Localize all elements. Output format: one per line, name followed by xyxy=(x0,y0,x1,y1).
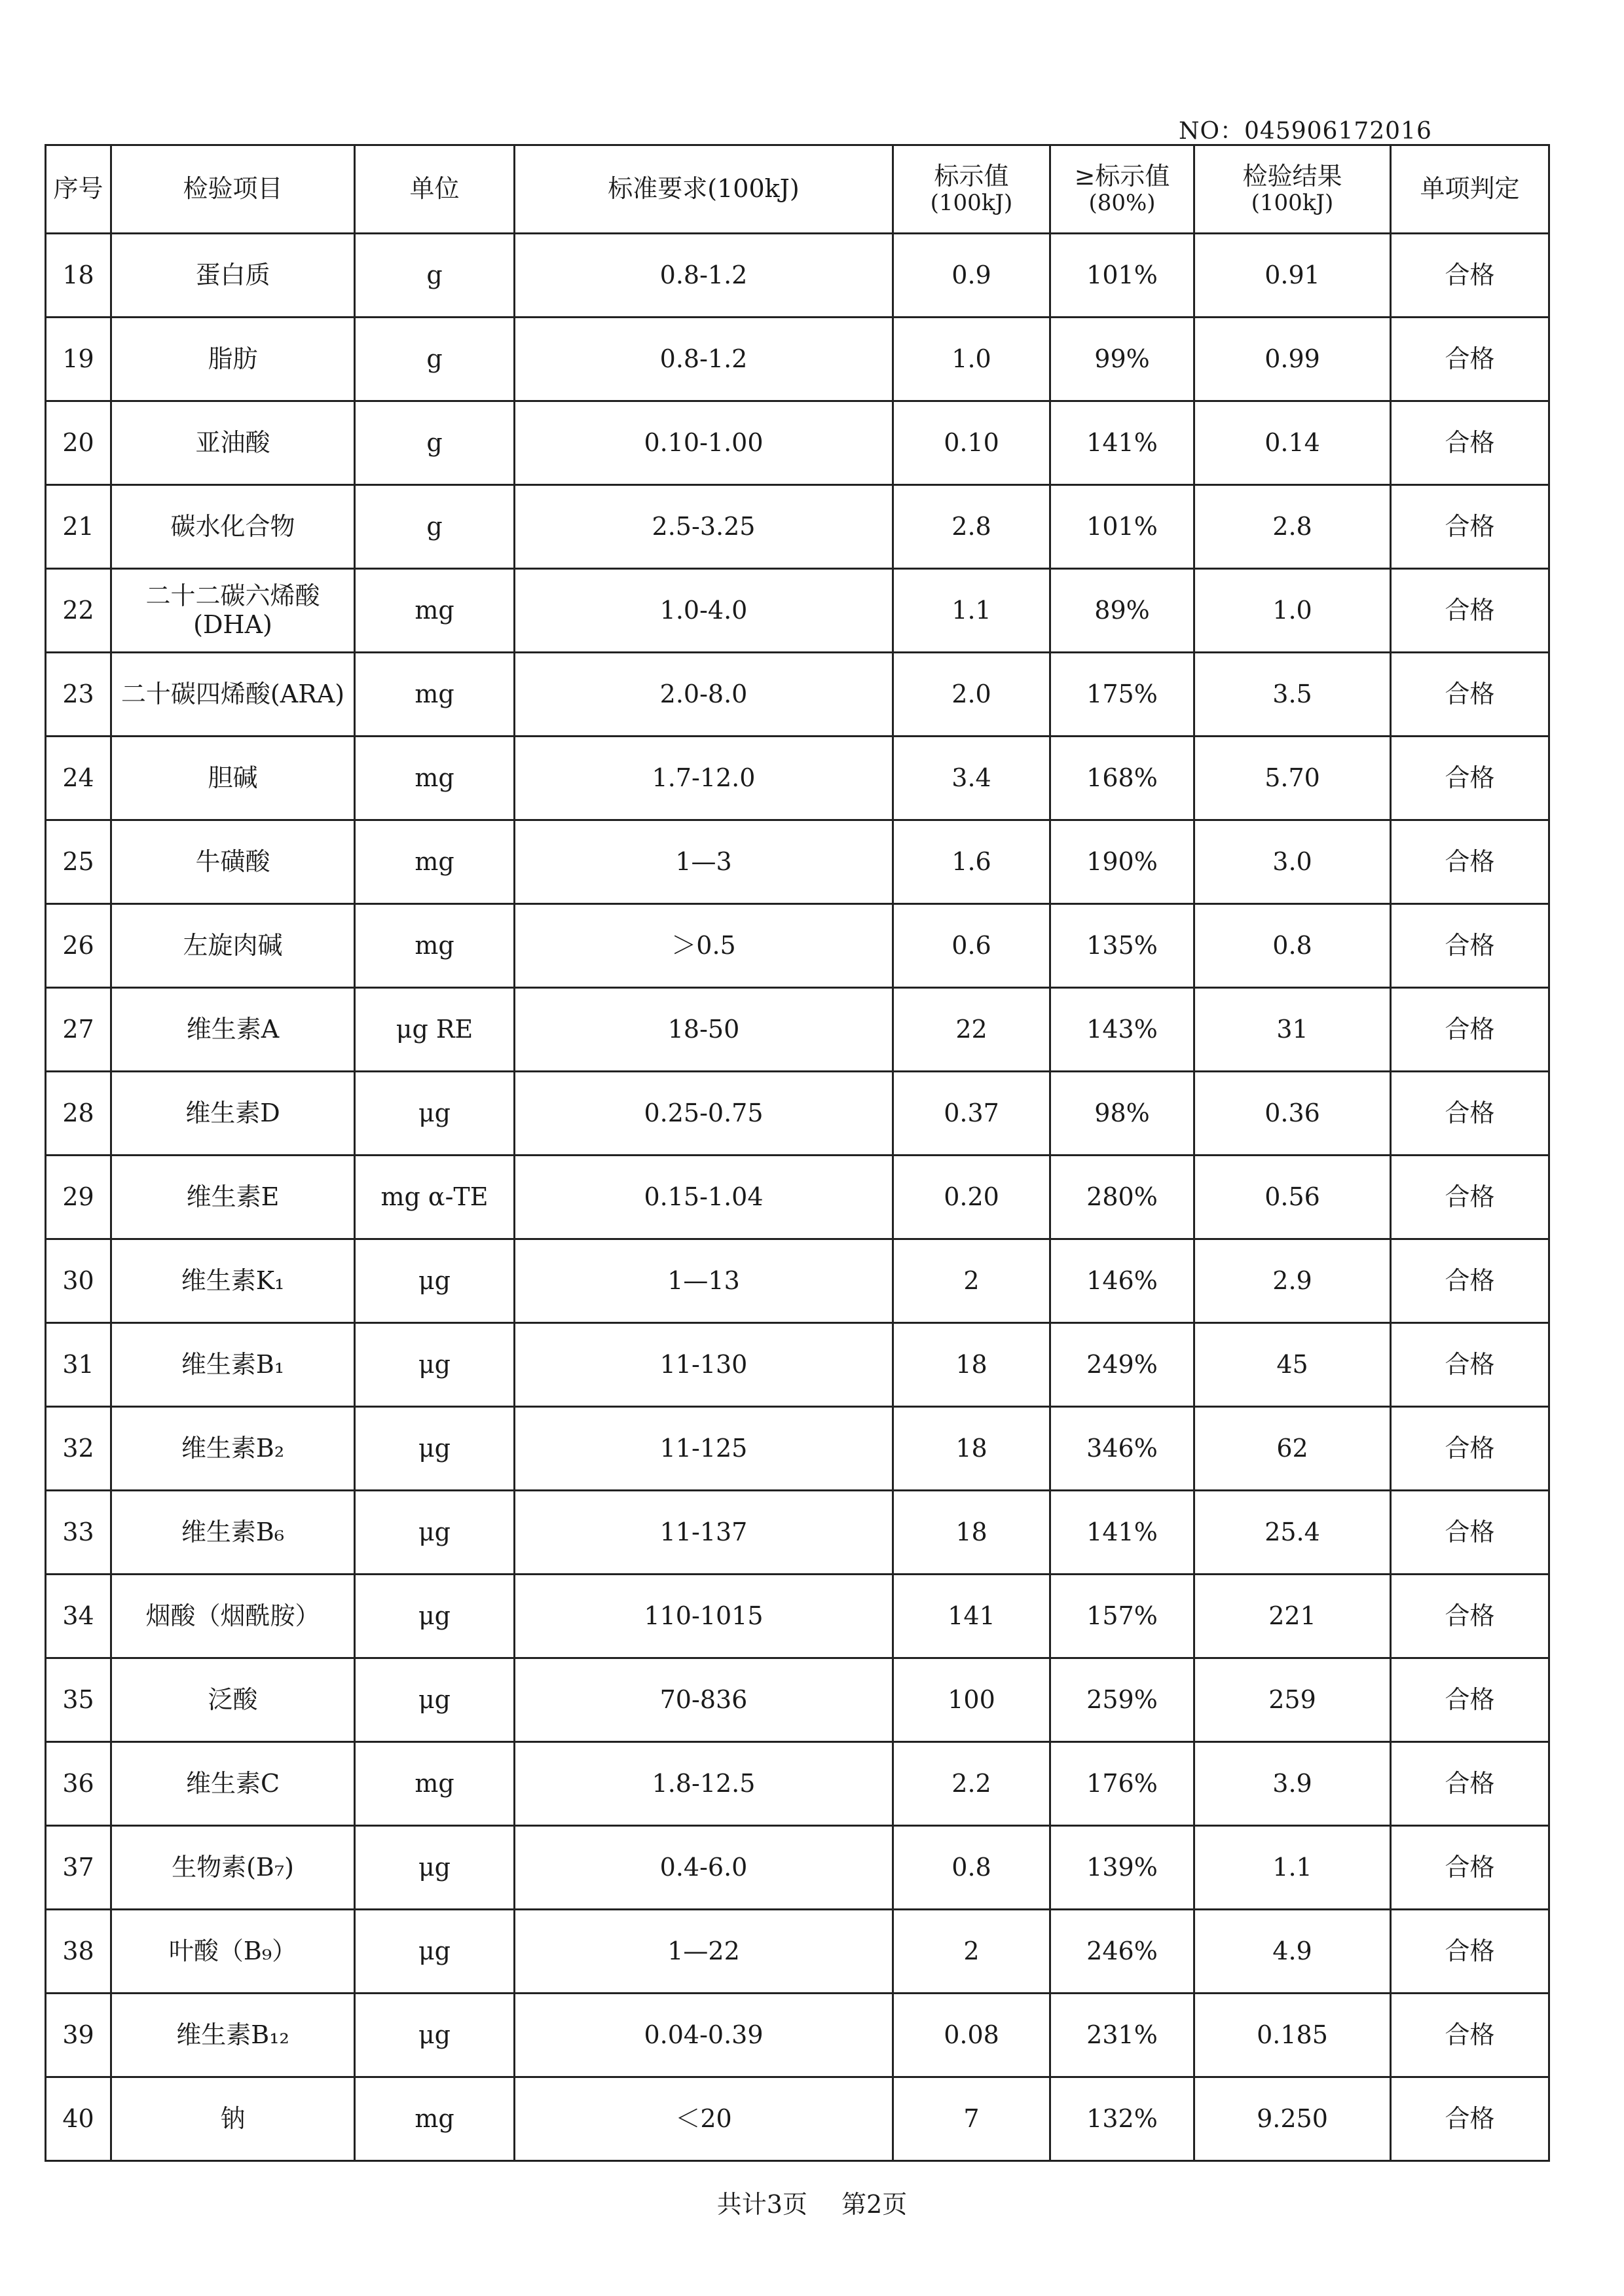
cell-ratio: 231% xyxy=(1050,1994,1194,2077)
cell-item: 维生素B₂ xyxy=(111,1407,355,1491)
header-result-title: 检验结果 xyxy=(1242,161,1342,191)
cell-result: 2.9 xyxy=(1194,1239,1391,1323)
cell-standard: ＜20 xyxy=(515,2077,893,2161)
cell-unit: mg xyxy=(355,2077,515,2161)
cell-seq: 37 xyxy=(46,1826,111,1910)
header-ratio-title: ≥标示值 xyxy=(1074,161,1170,191)
cell-judgement: 合格 xyxy=(1391,1239,1549,1323)
cell-item: 维生素B₁₂ xyxy=(111,1994,355,2077)
table-row xyxy=(46,1156,1549,1239)
cell-item: 维生素B₁ xyxy=(111,1323,355,1407)
cell-result: 4.9 xyxy=(1194,1910,1391,1994)
header-result xyxy=(1194,145,1391,234)
header-result-unit: (100kJ) xyxy=(1251,190,1334,217)
cell-item: 脂肪 xyxy=(111,318,355,401)
cell-unit: μg xyxy=(355,1407,515,1491)
cell-standard: 1.0-4.0 xyxy=(515,569,893,653)
cell-seq: 26 xyxy=(46,904,111,988)
cell-unit: μg xyxy=(355,1491,515,1575)
cell-item: 维生素D xyxy=(111,1072,355,1156)
cell-item: 生物素(B₇) xyxy=(111,1826,355,1910)
table-row xyxy=(46,485,1549,569)
cell-standard: 0.25-0.75 xyxy=(515,1072,893,1156)
cell-result: 259 xyxy=(1194,1658,1391,1742)
cell-judgement: 合格 xyxy=(1391,401,1549,485)
cell-item: 维生素C xyxy=(111,1742,355,1826)
cell-item: 烟酸（烟酰胺） xyxy=(111,1575,355,1658)
cell-unit: μg xyxy=(355,1575,515,1658)
cell-label-value: 22 xyxy=(893,988,1050,1072)
cell-label-value: 2 xyxy=(893,1910,1050,1994)
cell-result: 0.36 xyxy=(1194,1072,1391,1156)
cell-item: 碳水化合物 xyxy=(111,485,355,569)
cell-result: 3.0 xyxy=(1194,820,1391,904)
table-row xyxy=(46,1826,1549,1910)
cell-item: 泛酸 xyxy=(111,1658,355,1742)
cell-result: 62 xyxy=(1194,1407,1391,1491)
table-row xyxy=(46,1072,1549,1156)
cell-label-value: 18 xyxy=(893,1407,1050,1491)
cell-judgement: 合格 xyxy=(1391,1072,1549,1156)
cell-standard: 2.0-8.0 xyxy=(515,653,893,737)
cell-standard: 1.7-12.0 xyxy=(515,737,893,820)
cell-result: 0.8 xyxy=(1194,904,1391,988)
cell-unit: g xyxy=(355,401,515,485)
cell-unit: mg xyxy=(355,904,515,988)
cell-unit: μg xyxy=(355,1826,515,1910)
cell-result: 1.0 xyxy=(1194,569,1391,653)
cell-judgement: 合格 xyxy=(1391,820,1549,904)
table-row xyxy=(46,1742,1549,1826)
cell-item: 钠 xyxy=(111,2077,355,2161)
cell-ratio: 175% xyxy=(1050,653,1194,737)
cell-standard: 11-125 xyxy=(515,1407,893,1491)
cell-seq: 28 xyxy=(46,1072,111,1156)
cell-result: 3.9 xyxy=(1194,1742,1391,1826)
cell-judgement: 合格 xyxy=(1391,1742,1549,1826)
table-row xyxy=(46,1994,1549,2077)
cell-ratio: 89% xyxy=(1050,569,1194,653)
cell-result: 0.56 xyxy=(1194,1156,1391,1239)
cell-judgement: 合格 xyxy=(1391,2077,1549,2161)
cell-ratio: 249% xyxy=(1050,1323,1194,1407)
cell-ratio: 143% xyxy=(1050,988,1194,1072)
cell-judgement: 合格 xyxy=(1391,904,1549,988)
header-standard: 标准要求(100kJ) xyxy=(515,145,893,234)
cell-item: 蛋白质 xyxy=(111,234,355,318)
cell-judgement: 合格 xyxy=(1391,988,1549,1072)
header-judgement: 单项判定 xyxy=(1391,145,1549,234)
cell-judgement: 合格 xyxy=(1391,318,1549,401)
cell-seq: 25 xyxy=(46,820,111,904)
cell-seq: 18 xyxy=(46,234,111,318)
cell-label-value: 2.2 xyxy=(893,1742,1050,1826)
cell-standard: 70-836 xyxy=(515,1658,893,1742)
cell-unit: μg xyxy=(355,1239,515,1323)
cell-item: 二十碳四烯酸(ARA) xyxy=(111,653,355,737)
cell-seq: 31 xyxy=(46,1323,111,1407)
cell-item: 左旋肉碱 xyxy=(111,904,355,988)
cell-label-value: 18 xyxy=(893,1323,1050,1407)
cell-ratio: 168% xyxy=(1050,737,1194,820)
cell-standard: 0.8-1.2 xyxy=(515,234,893,318)
cell-judgement: 合格 xyxy=(1391,1407,1549,1491)
cell-unit: μg xyxy=(355,1910,515,1994)
cell-seq: 34 xyxy=(46,1575,111,1658)
cell-result: 221 xyxy=(1194,1575,1391,1658)
table-row xyxy=(46,234,1549,318)
cell-label-value: 100 xyxy=(893,1658,1050,1742)
cell-ratio: 135% xyxy=(1050,904,1194,988)
cell-unit: mg α-TE xyxy=(355,1156,515,1239)
cell-ratio: 141% xyxy=(1050,401,1194,485)
table-row xyxy=(46,569,1549,653)
cell-ratio: 246% xyxy=(1050,1910,1194,1994)
cell-standard: 18-50 xyxy=(515,988,893,1072)
cell-judgement: 合格 xyxy=(1391,1575,1549,1658)
table-row xyxy=(46,904,1549,988)
cell-unit: g xyxy=(355,318,515,401)
cell-label-value: 0.9 xyxy=(893,234,1050,318)
table-row xyxy=(46,1239,1549,1323)
cell-seq: 19 xyxy=(46,318,111,401)
cell-seq: 40 xyxy=(46,2077,111,2161)
cell-standard: 110-1015 xyxy=(515,1575,893,1658)
cell-result: 1.1 xyxy=(1194,1826,1391,1910)
page-footer xyxy=(0,2184,1624,2220)
cell-standard: 1.8-12.5 xyxy=(515,1742,893,1826)
cell-ratio: 176% xyxy=(1050,1742,1194,1826)
cell-seq: 23 xyxy=(46,653,111,737)
header-label-value-unit: (100kJ) xyxy=(930,190,1013,217)
cell-ratio: 346% xyxy=(1050,1407,1194,1491)
cell-item: 维生素K₁ xyxy=(111,1239,355,1323)
cell-standard: 0.8-1.2 xyxy=(515,318,893,401)
cell-result: 45 xyxy=(1194,1323,1391,1407)
cell-result: 5.70 xyxy=(1194,737,1391,820)
cell-label-value: 0.20 xyxy=(893,1156,1050,1239)
cell-judgement: 合格 xyxy=(1391,1491,1549,1575)
cell-unit: mg xyxy=(355,569,515,653)
cell-label-value: 0.8 xyxy=(893,1826,1050,1910)
cell-judgement: 合格 xyxy=(1391,234,1549,318)
cell-standard: 11-130 xyxy=(515,1323,893,1407)
header-seq: 序号 xyxy=(46,145,111,234)
cell-seq: 24 xyxy=(46,737,111,820)
cell-unit: μg xyxy=(355,1994,515,2077)
cell-item: 二十二碳六烯酸(DHA) xyxy=(111,569,355,653)
cell-judgement: 合格 xyxy=(1391,1910,1549,1994)
table-row xyxy=(46,1491,1549,1575)
cell-item: 胆碱 xyxy=(111,737,355,820)
total-pages: 共计3页 xyxy=(716,2190,807,2219)
table-row xyxy=(46,1910,1549,1994)
cell-label-value: 3.4 xyxy=(893,737,1050,820)
cell-unit: mg xyxy=(355,1742,515,1826)
cell-seq: 32 xyxy=(46,1407,111,1491)
cell-unit: mg xyxy=(355,653,515,737)
table-row xyxy=(46,820,1549,904)
header-unit: 单位 xyxy=(355,145,515,234)
cell-ratio: 99% xyxy=(1050,318,1194,401)
cell-ratio: 101% xyxy=(1050,234,1194,318)
cell-judgement: 合格 xyxy=(1391,1323,1549,1407)
cell-standard: 0.04-0.39 xyxy=(515,1994,893,2077)
cell-ratio: 139% xyxy=(1050,1826,1194,1910)
cell-label-value: 2.8 xyxy=(893,485,1050,569)
cell-label-value: 7 xyxy=(893,2077,1050,2161)
cell-label-value: 1.1 xyxy=(893,569,1050,653)
table-row xyxy=(46,401,1549,485)
report-number: NO：045906172016 xyxy=(1179,118,1432,145)
cell-standard: 0.15-1.04 xyxy=(515,1156,893,1239)
cell-seq: 21 xyxy=(46,485,111,569)
cell-label-value: 1.0 xyxy=(893,318,1050,401)
table-row xyxy=(46,1575,1549,1658)
cell-ratio: 259% xyxy=(1050,1658,1194,1742)
header-item: 检验项目 xyxy=(111,145,355,234)
cell-ratio: 141% xyxy=(1050,1491,1194,1575)
cell-item: 维生素B₆ xyxy=(111,1491,355,1575)
table-row xyxy=(46,318,1549,401)
cell-label-value: 0.10 xyxy=(893,401,1050,485)
cell-result: 0.91 xyxy=(1194,234,1391,318)
cell-label-value: 0.6 xyxy=(893,904,1050,988)
cell-unit: μg RE xyxy=(355,988,515,1072)
cell-seq: 30 xyxy=(46,1239,111,1323)
cell-standard: 1—22 xyxy=(515,1910,893,1994)
cell-ratio: 132% xyxy=(1050,2077,1194,2161)
cell-standard: ＞0.5 xyxy=(515,904,893,988)
cell-judgement: 合格 xyxy=(1391,569,1549,653)
cell-label-value: 0.08 xyxy=(893,1994,1050,2077)
table-row xyxy=(46,737,1549,820)
current-page: 第2页 xyxy=(841,2190,908,2219)
cell-seq: 20 xyxy=(46,401,111,485)
cell-ratio: 190% xyxy=(1050,820,1194,904)
cell-judgement: 合格 xyxy=(1391,1994,1549,2077)
inspection-table xyxy=(45,144,1550,2162)
cell-judgement: 合格 xyxy=(1391,1826,1549,1910)
cell-result: 0.185 xyxy=(1194,1994,1391,2077)
cell-seq: 29 xyxy=(46,1156,111,1239)
table-header-row xyxy=(46,145,1549,234)
cell-standard: 0.10-1.00 xyxy=(515,401,893,485)
cell-item: 牛磺酸 xyxy=(111,820,355,904)
cell-judgement: 合格 xyxy=(1391,1658,1549,1742)
cell-unit: mg xyxy=(355,737,515,820)
header-label-value xyxy=(893,145,1050,234)
cell-judgement: 合格 xyxy=(1391,737,1549,820)
cell-seq: 33 xyxy=(46,1491,111,1575)
cell-seq: 22 xyxy=(46,569,111,653)
cell-seq: 39 xyxy=(46,1994,111,2077)
cell-seq: 36 xyxy=(46,1742,111,1826)
cell-standard: 0.4-6.0 xyxy=(515,1826,893,1910)
cell-result: 0.14 xyxy=(1194,401,1391,485)
table-row xyxy=(46,1323,1549,1407)
table-row xyxy=(46,1658,1549,1742)
table-row xyxy=(46,988,1549,1072)
header-label-value-title: 标示值 xyxy=(934,161,1009,191)
table-body xyxy=(46,234,1549,2161)
cell-unit: g xyxy=(355,234,515,318)
cell-unit: mg xyxy=(355,820,515,904)
cell-judgement: 合格 xyxy=(1391,1156,1549,1239)
cell-ratio: 98% xyxy=(1050,1072,1194,1156)
cell-item: 维生素A xyxy=(111,988,355,1072)
cell-result: 31 xyxy=(1194,988,1391,1072)
cell-label-value: 1.6 xyxy=(893,820,1050,904)
cell-item: 叶酸（B₉） xyxy=(111,1910,355,1994)
cell-seq: 38 xyxy=(46,1910,111,1994)
table-row xyxy=(46,1407,1549,1491)
cell-seq: 35 xyxy=(46,1658,111,1742)
cell-result: 2.8 xyxy=(1194,485,1391,569)
cell-standard: 1—3 xyxy=(515,820,893,904)
cell-label-value: 141 xyxy=(893,1575,1050,1658)
cell-item: 亚油酸 xyxy=(111,401,355,485)
cell-ratio: 146% xyxy=(1050,1239,1194,1323)
header-ratio-unit: (80%) xyxy=(1088,190,1156,217)
table-row xyxy=(46,2077,1549,2161)
header-ratio xyxy=(1050,145,1194,234)
cell-result: 25.4 xyxy=(1194,1491,1391,1575)
cell-unit: μg xyxy=(355,1658,515,1742)
cell-judgement: 合格 xyxy=(1391,485,1549,569)
cell-ratio: 280% xyxy=(1050,1156,1194,1239)
cell-ratio: 157% xyxy=(1050,1575,1194,1658)
cell-unit: μg xyxy=(355,1323,515,1407)
cell-standard: 1—13 xyxy=(515,1239,893,1323)
cell-label-value: 2.0 xyxy=(893,653,1050,737)
cell-unit: μg xyxy=(355,1072,515,1156)
table-row xyxy=(46,653,1549,737)
cell-result: 0.99 xyxy=(1194,318,1391,401)
cell-label-value: 2 xyxy=(893,1239,1050,1323)
cell-result: 9.250 xyxy=(1194,2077,1391,2161)
cell-label-value: 0.37 xyxy=(893,1072,1050,1156)
cell-unit: g xyxy=(355,485,515,569)
cell-ratio: 101% xyxy=(1050,485,1194,569)
cell-item: 维生素E xyxy=(111,1156,355,1239)
cell-judgement: 合格 xyxy=(1391,653,1549,737)
cell-standard: 2.5-3.25 xyxy=(515,485,893,569)
cell-label-value: 18 xyxy=(893,1491,1050,1575)
cell-standard: 11-137 xyxy=(515,1491,893,1575)
cell-seq: 27 xyxy=(46,988,111,1072)
cell-result: 3.5 xyxy=(1194,653,1391,737)
